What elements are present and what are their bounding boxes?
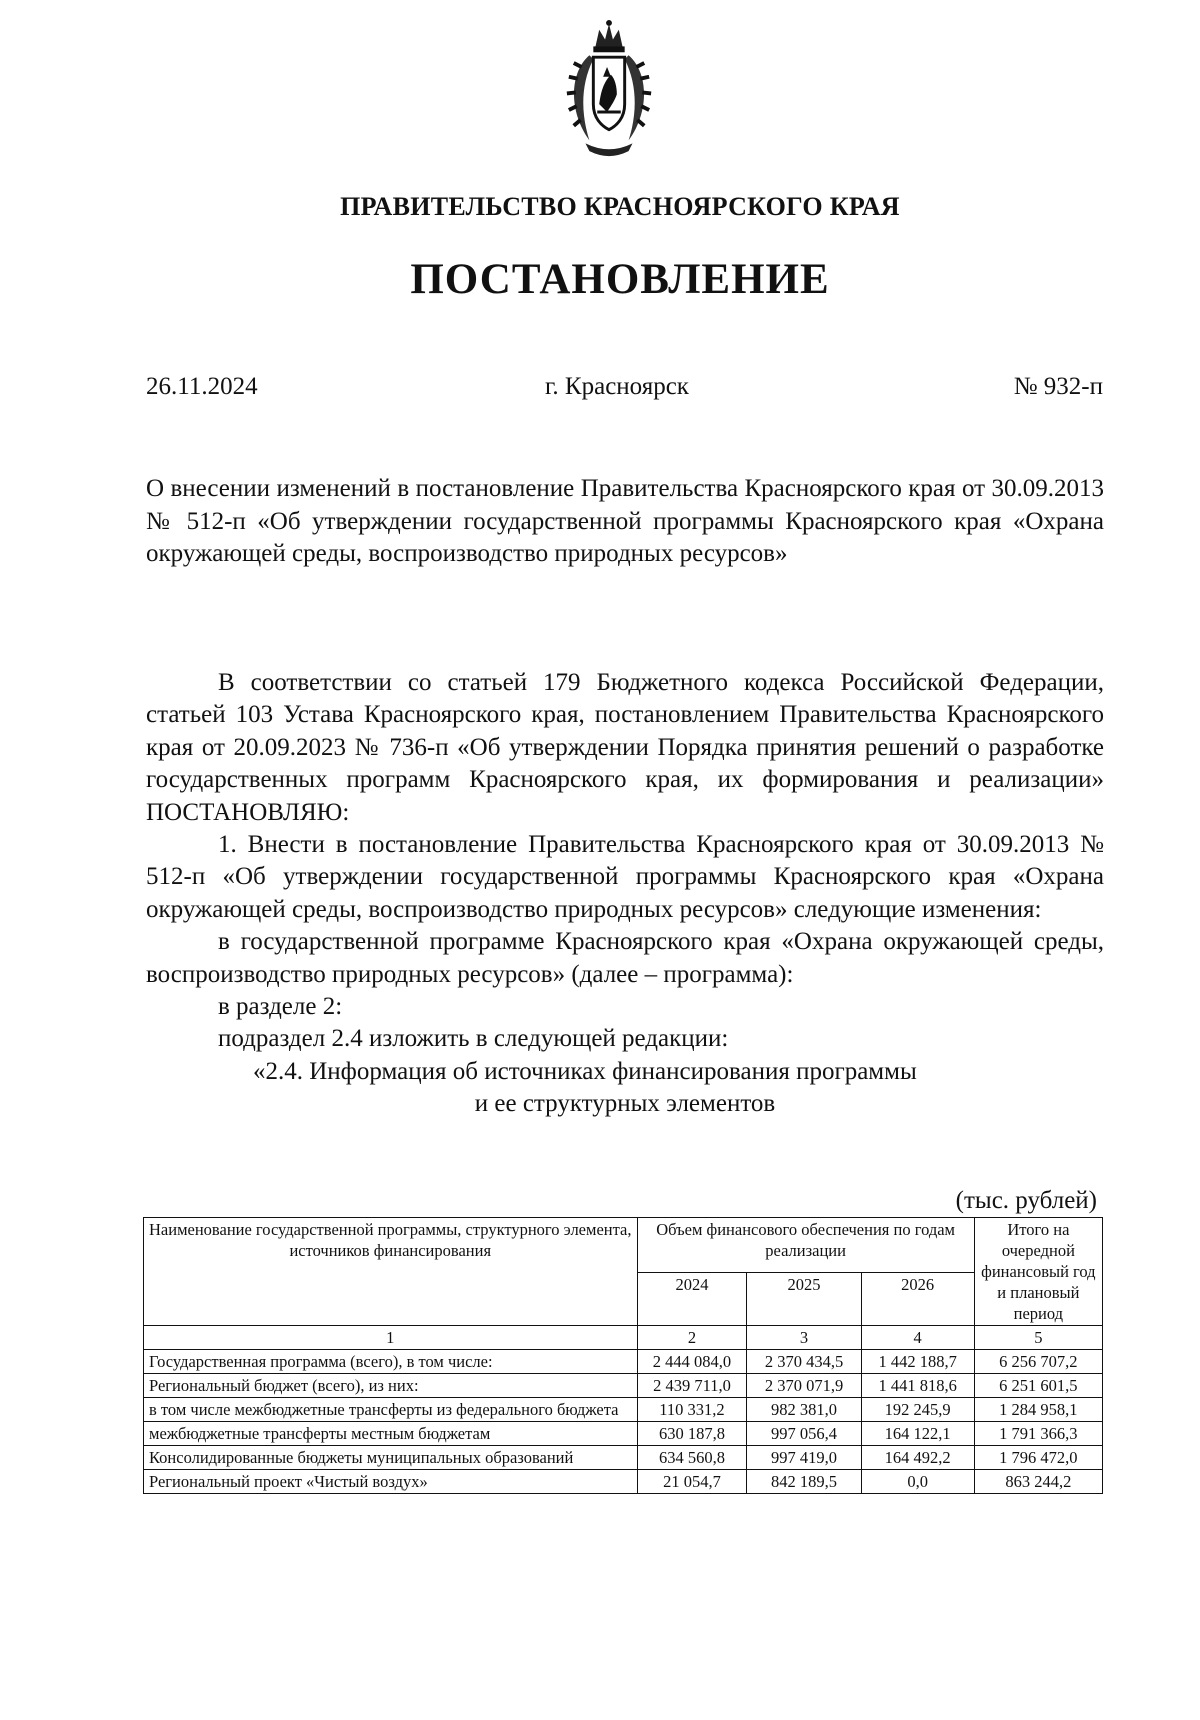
- row-value-2025: 2 370 434,5: [747, 1350, 861, 1374]
- document-body: [146, 667, 1104, 1121]
- body-paragraph-section: в разделе 2:: [218, 993, 343, 1021]
- table-column-numbers-row: [144, 1326, 1103, 1350]
- row-value-2025: 997 419,0: [747, 1446, 861, 1470]
- row-value-2026: 0,0: [861, 1470, 974, 1494]
- table-row: [144, 1446, 1103, 1470]
- header-year-2026: 2026: [861, 1273, 974, 1326]
- section-title-line-1: «2.4. Информация об источниках финансирования программы: [253, 1057, 917, 1085]
- document-type-title: ПОСТАНОВЛЕНИЕ: [410, 256, 830, 303]
- financing-table: [143, 1217, 1103, 1494]
- row-value-2026: 192 245,9: [861, 1398, 974, 1422]
- organization-title: ПРАВИТЕЛЬСТВО КРАСНОЯРСКОГО КРАЯ: [340, 192, 900, 221]
- body-paragraph-subsection: подраздел 2.4 изложить в следующей редакции:: [218, 1025, 729, 1053]
- row-value-2024: 634 560,8: [637, 1446, 747, 1470]
- header-year-2024: 2024: [637, 1273, 747, 1326]
- row-value-total: 863 244,2: [974, 1470, 1102, 1494]
- row-value-total: 1 791 366,3: [974, 1422, 1102, 1446]
- row-name: межбюджетные трансферты местным бюджетам: [144, 1422, 638, 1446]
- row-value-2024: 21 054,7: [637, 1470, 747, 1494]
- row-value-total: 1 796 472,0: [974, 1446, 1102, 1470]
- row-value-2026: 1 441 818,6: [861, 1374, 974, 1398]
- table-row: [144, 1398, 1103, 1422]
- row-value-2024: 2 444 084,0: [637, 1350, 747, 1374]
- header-name-column: Наименование государственной программы, структурного элемента, источников финансирования: [144, 1218, 638, 1326]
- header-volume-column: Объем финансового обеспечения по годам реализации: [637, 1218, 974, 1273]
- row-name: в том числе межбюджетные трансферты из федерального бюджета: [144, 1398, 638, 1422]
- coat-of-arms-emblem: [560, 18, 658, 160]
- row-name: Консолидированные бюджеты муниципальных образований: [144, 1446, 638, 1470]
- row-value-2025: 2 370 071,9: [747, 1374, 861, 1398]
- document-number: № 932-п: [1013, 373, 1103, 400]
- row-name: Региональный бюджет (всего), из них:: [144, 1374, 638, 1398]
- row-value-2025: 842 189,5: [747, 1470, 861, 1494]
- table-row: [144, 1350, 1103, 1374]
- row-value-total: 6 251 601,5: [974, 1374, 1102, 1398]
- header-year-2025: 2025: [747, 1273, 861, 1326]
- row-value-2024: 110 331,2: [637, 1398, 747, 1422]
- row-name: Региональный проект «Чистый воздух»: [144, 1470, 638, 1494]
- body-paragraph-item-1: 1. Внести в постановление Правительства Красноярского края от 30.09.2013 № 512-п «Об утверждении государственной программы Красноярского края «Охрана окружающей среды, воспроизводство природных ресурсов» следующие изменения:: [146, 831, 1104, 923]
- table-header-row: [144, 1218, 1103, 1273]
- column-number: 3: [747, 1326, 861, 1350]
- column-number: 4: [861, 1326, 974, 1350]
- row-value-total: 6 256 707,2: [974, 1350, 1102, 1374]
- body-paragraph-preamble: В соответствии со статьей 179 Бюджетного кодекса Российской Федерации, статьей 103 Устава Красноярского края, постановлением Правительства Красноярского края от 20.09.2023 № 736-п «Об утверждении Порядка принятия решений о разработке государственных программ Красноярского края, их формирования и реализации» ПОСТАНОВЛЯЮ:: [146, 669, 1104, 826]
- row-name: Государственная программа (всего), в том числе:: [144, 1350, 638, 1374]
- column-number: 1: [144, 1326, 638, 1350]
- table-row: [144, 1422, 1103, 1446]
- column-number: 2: [637, 1326, 747, 1350]
- table-row: [144, 1470, 1103, 1494]
- row-value-total: 1 284 958,1: [974, 1398, 1102, 1422]
- row-value-2025: 997 056,4: [747, 1422, 861, 1446]
- row-value-2024: 2 439 711,0: [637, 1374, 747, 1398]
- header-total-column: Итого на очередной финансовый год и плановый период: [974, 1218, 1102, 1326]
- row-value-2026: 1 442 188,7: [861, 1350, 974, 1374]
- table-row: [144, 1374, 1103, 1398]
- column-number: 5: [974, 1326, 1102, 1350]
- row-value-2026: 164 492,2: [861, 1446, 974, 1470]
- document-date: 26.11.2024: [146, 373, 258, 400]
- row-value-2024: 630 187,8: [637, 1422, 747, 1446]
- table-units: (тыс. рублей): [955, 1187, 1097, 1214]
- document-city: г. Красноярск: [545, 373, 689, 400]
- row-value-2026: 164 122,1: [861, 1422, 974, 1446]
- body-paragraph-program: в государственной программе Красноярского края «Охрана окружающей среды, воспроизводство природных ресурсов» (далее – программа):: [146, 928, 1104, 988]
- document-subject: О внесении изменений в постановление Правительства Красноярского края от 30.09.2013 № 512-п «Об утверждении государственной программы Красноярского края «Охрана окружающей среды, воспроизводство природных ресурсов»: [146, 475, 1104, 567]
- row-value-2025: 982 381,0: [747, 1398, 861, 1422]
- section-title-line-2: и ее структурных элементов: [474, 1090, 776, 1118]
